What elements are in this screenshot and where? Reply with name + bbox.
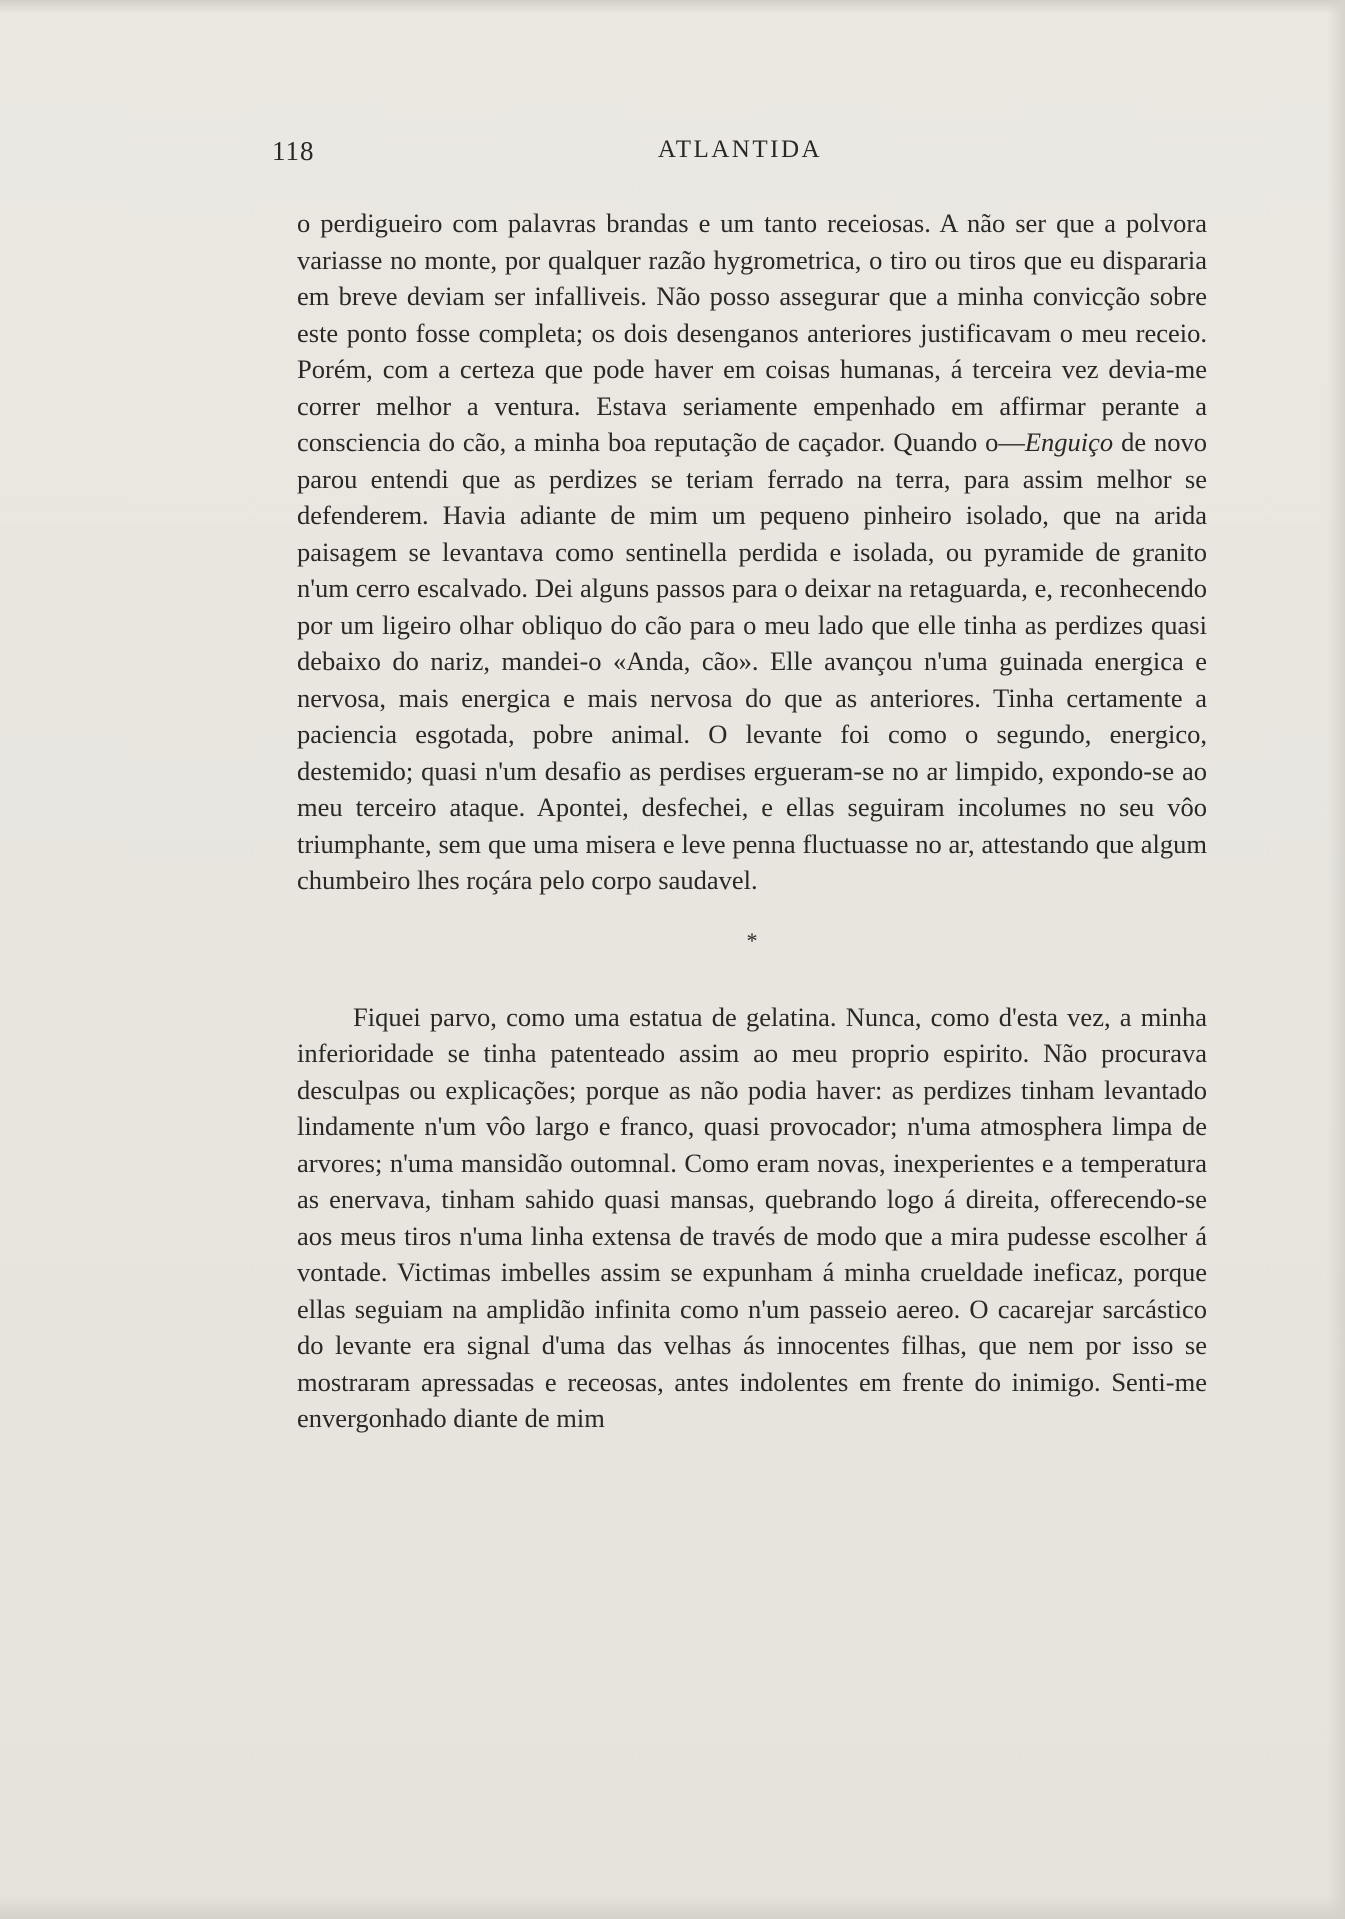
paragraph-1-text-a: o perdigueiro com palavras brandas e um tanto receiosas. A não ser que a polvora variasse no monte, por qualquer razão hygrometrica, o tiro ou tiros que eu dispararia em breve deviam ser infalliveis. Não posso assegurar que a minha convicção sobre este ponto fosse completa; os dois desenganos anteriores justificavam o meu receio. Porém, com a certeza que pode haver em coisas humanas, á terceira vez devia-me correr melhor a ventura. Estava seriamente empenhado em affirmar perante a consciencia do cão, a minha boa reputação de caçador. Quando o— (297, 208, 1207, 457)
page-number: 118 (272, 136, 315, 166)
section-separator: * (746, 927, 758, 953)
running-head: ATLANTIDA (657, 136, 823, 163)
paragraph-1-italic-title: Enguiço (1024, 427, 1114, 457)
paragraph-1 (297, 205, 1207, 899)
page-top-shadow (0, 0, 1345, 14)
page-right-shadow (1327, 0, 1345, 1919)
paragraph-2: Fiquei parvo, como uma estatua de gelatina. Nunca, como d'esta vez, a minha inferioridade se tinha patenteado assim ao meu proprio espirito. Não procurava desculpas ou explicações; porque as não podia haver: as perdizes tinham levantado lindamente n'um vôo largo e franco, quasi provocador; n'uma atmosphera limpa de arvores; n'uma mansidão outomnal. Como eram novas, inexperientes e a temperatura as enervava, tinham sahido quasi mansas, quebrando logo á direita, offerecendo-se aos meus tiros n'uma linha extensa de través de modo que a mira pudesse escolher á vontade. Victimas imbelles assim se expunham á minha crueldade ineficaz, porque ellas seguiam na amplidão infinita como n'um passeio aereo. O cacarejar sarcástico do levante era signal d'uma das velhas ás innocentes filhas, que nem por isso se mostraram apressadas e receosas, antes indolentes em frente do inimigo. Senti-me envergonhado diante de mim (297, 1001, 1207, 1433)
paragraph-1-text-b: de novo parou entendi que as perdizes se teriam ferrado na terra, para assim melhor se defenderem. Havia adiante de mim um pequeno pinheiro isolado, que na arida paisagem se levantava como sentinella perdida e isolada, ou pyramide de granito n'um cerro escalvado. Dei alguns passos para o deixar na retaguarda, e, reconhecendo por um ligeiro olhar obliquo do cão para o meu lado que elle tinha as perdizes quasi debaixo do nariz, mandei-o «Anda, cão». Elle avançou n'uma guinada energica e nervosa, mais energica e mais nervosa do que as anteriores. Tinha certamente a paciencia esgotada, pobre animal. O levante foi como o segundo, energico, destemido; quasi n'um desafio as perdises ergueram-se no ar limpido, expondo-se ao meu terceiro ataque. Apontei, desfechei, e ellas seguiram incolumes no seu vôo triumphante, sem que uma misera e leve penna fluctuasse no ar, attestando que algum chumbeiro lhes roçára pelo corpo saudavel. (297, 427, 1207, 895)
page-header (272, 136, 1208, 176)
body-text (297, 205, 1207, 1437)
page-bottom-shadow (0, 1895, 1345, 1919)
